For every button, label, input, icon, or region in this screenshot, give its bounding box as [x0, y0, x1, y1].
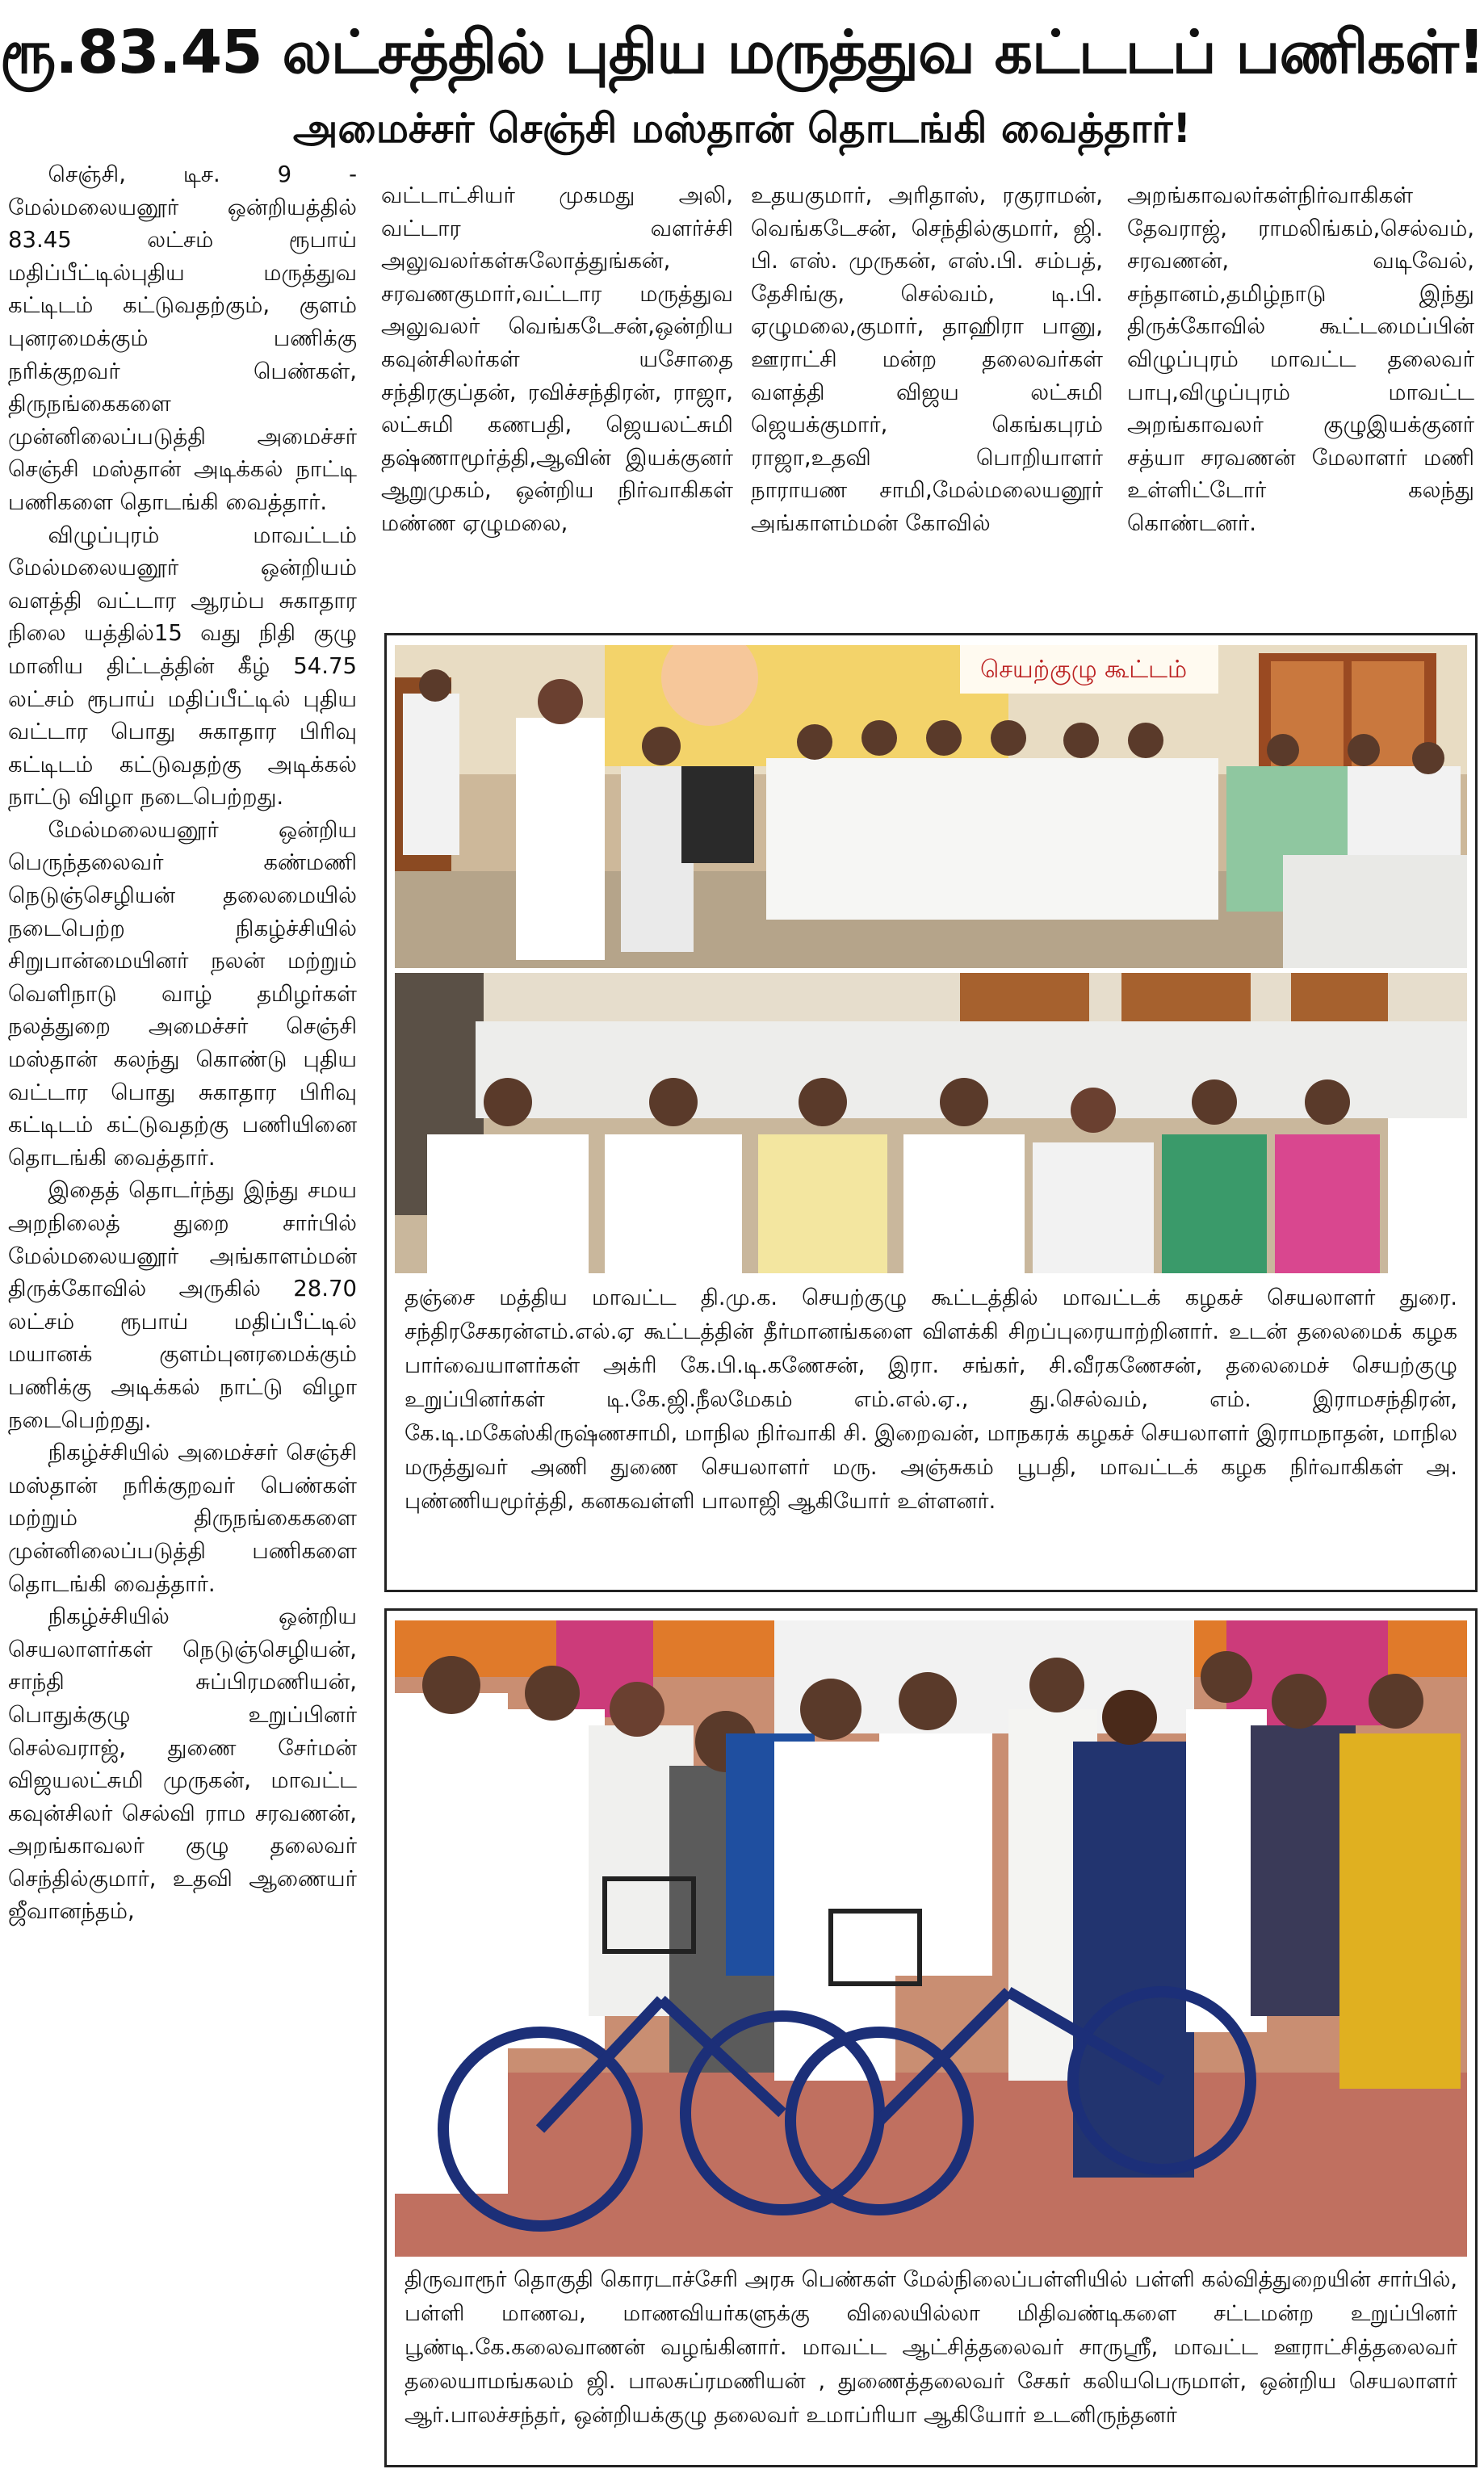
article-paragraph: மேல்மலையனூர் ஒன்றிய பெருந்தலைவர் கண்மணி நெடுஞ்செழியன் தலைமையில் நடைபெற்ற நிகழ்ச்சியில் சிறுபான்மையினர் நலன் மற்றும் வெளிநாடு வாழ் தமிழர்கள் நலத்துறை அமைச்சர் செஞ்சி மஸ்தான் கலந்து கொண்டு புதிய வட்டார பொது சுகாதார பிரிவு கட்டிடம் கட்டுவதற்கு பணியினை தொடங்கி வைத்தார்.: [8, 816, 357, 1171]
photo-box-meeting: [384, 633, 1478, 1592]
meeting-stage-photo: [395, 645, 1467, 968]
article-paragraph: நிகழ்ச்சியில் ஒன்றிய செயலாளர்கள் நெடுஞ்செழியன், சாந்தி சுப்பிரமணியன், பொதுக்குழு உறுப்பினர் செல்வராஜ், துணை சேர்மன் விஜயலட்சுமி முருகன், மாவட்ட கவுன்சிலர் செல்வி ராம சரவணன், அறங்காவலர் குழு தலைவர் செந்தில்குமார், உதவி ஆணையர் ஜீவானந்தம்,: [8, 1603, 357, 1925]
article-paragraph: இதைத் தொடர்ந்து இந்து சமய அறநிலைத் துறை சார்பில் மேல்மலையனூர் அங்காளம்மன் திருக்கோவில் அருகில் 28.70 லட்சம் ரூபாய் மதிப்பீட்டில் மயானக் குளம்புனரமைக்கும் பணிக்கு அடிக்கல் நாட்டு விழா நடைபெற்றது.: [8, 1177, 357, 1433]
article-column-3: உதயகுமார், அரிதாஸ், ரகுராமன், வெங்கடேசன், செந்தில்குமார், ஜி. பி. எஸ். முருகன், எஸ்.பி. சம்பத், தேசிங்கு, செல்வம், டி.பி. ஏழுமலை,குமார், தாஹிரா பானு, ஊராட்சி மன்ற தலைவர்கள் வளத்தி விஜய லட்சுமி ஜெயக்குமார், கெங்கபுரம் ராஜா,உதவி பொறியாளர் நாராயண சாமி,மேல்மலையனூர் அங்காளம்மன் கோவில்: [751, 182, 1103, 536]
photo-box-bicycles: [384, 1608, 1478, 2467]
article-paragraph: விழுப்புரம் மாவட்டம் மேல்மலையனூர் ஒன்றியம் வளத்தி வட்டார ஆரம்ப சுகாதார நிலை யத்தில்15 வது நிதி குழு மானிய திட்டத்தின் கீழ் 54.75 லட்சம் ரூபாய் மதிப்பீட்டில் புதிய வட்டார பொது சுகாதார பிரிவு கட்டிடம் கட்டுவதற்கு அடிக்கல் நாட்டு விழா நடைபெற்றது.: [8, 522, 357, 811]
article-column-4: அறங்காவலர்கள்நிர்வாகிகள் தேவராஜ், ராமலிங்கம்,செல்வம், சரவணன், வடிவேல், சந்தானம்,தமிழ்நாடு இந்து திருக்கோவில் கூட்டமைப்பின் விழுப்புரம் மாவட்ட தலைவர் பாபு,விழுப்புரம் மாவட்ட அறங்காவலர் குழுஇயக்குனர் சத்யா சரவணன் மேலாளர் மணி உள்ளிட்டோர் கலந்து கொண்டனர்.: [1127, 182, 1474, 536]
article-paragraph: செஞ்சி, டிச. 9 - மேல்மலையனூர் ஒன்றியத்தில் 83.45 லட்சம் ரூபாய் மதிப்பீட்டில்புதிய மருத்துவ கட்டிடம் கட்டுவதற்கும், குளம் புனரமைக்கும் பணிக்கு நரிக்குறவர் பெண்கள், திருநங்கைகளை முன்னிலைப்படுத்தி அமைச்சர் செஞ்சி மஸ்தான் அடிக்கல் நாட்டி பணிகளை தொடங்கி வைத்தார்.: [8, 161, 357, 515]
subheadline: அமைச்சர் செஞ்சி மஸ்தான் தொடங்கி வைத்தார்!: [292, 105, 1192, 152]
stage-banner-text: செயற்குழு கூட்டம்: [980, 656, 1188, 684]
article-column-1: [8, 158, 357, 2469]
article-column-2: வட்டாட்சியர் முகமது அலி, வட்டார வளர்ச்சி அலுவலர்கள்சுலோத்துங்கன், சரவணகுமார்,வட்டார மருத்துவ அலுவலர் வெங்கடேசன்,ஒன்றிய கவுன்சிலர்கள் யசோதை சந்திரகுப்தன், ரவிச்சந்திரன், ராஜா, லட்சுமி கணபதி, ஜெயலட்சுமி தஷ்ணாமூர்த்தி,ஆவின் இயக்குனர் ஆறுமுகம், ஒன்றிய நிர்வாகிகள் மண்ண ஏழுமலை,: [381, 182, 733, 536]
photo-caption-meeting: தஞ்சை மத்திய மாவட்ட தி.மு.க. செயற்குழு கூட்டத்தில் மாவட்டக் கழகச் செயலாளர் துரை. சந்திரசேகரன்எம்.எல்.ஏ கூட்டத்தின் தீர்மானங்களை விளக்கி சிறப்புரையாற்றினார். உடன் தலைமைக் கழக பார்வையாளர்கள் அக்ரி கே.பி.டி.கணேசன், இரா. சங்கர், சி.வீரகணேசன், தலைமைச் செயற்குழு உறுப்பினர்கள் டி.கே.ஜி.நீலமேகம் எம்.எல்.ஏ., து.செல்வம், எம். இராமசந்திரன், கே.டி.மகேஸ்கிருஷ்ணசாமி, மாநில நிர்வாகி சி. இறைவன், மாநகரக் கழகச் செயலாளர் இராமநாதன், மாநில மருத்துவர் அணி துணை செயலாளர் மரு. அஞ்சுகம் பூபதி, மாவட்டக் கழக நிர்வாகிகள் அ. புண்ணியமூர்த்தி, கனகவள்ளி பாலாஜி ஆகியோர் உள்ளனர்.: [405, 1285, 1457, 1514]
meeting-audience-photo: [395, 973, 1467, 1273]
headline: ரூ.83.45 லட்சத்தில் புதிய மருத்துவ கட்டடப் பணிகள்!: [0, 18, 1484, 87]
bicycle-distribution-photo: [395, 1620, 1467, 2257]
article-paragraph: நிகழ்ச்சியில் அமைச்சர் செஞ்சி மஸ்தான் நரிக்குறவர் பெண்கள் மற்றும் திருநங்கைகளை முன்னிலைப்படுத்தி பணிகளை தொடங்கி வைத்தார்.: [8, 1440, 357, 1597]
photo-caption-bicycles: திருவாரூர் தொகுதி கொரடாச்சேரி அரசு பெண்கள் மேல்நிலைப்பள்ளியில் பள்ளி கல்வித்துறையின் சார்பில், பள்ளி மாணவ, மாணவியர்களுக்கு விலையில்லா மிதிவண்டிகளை சட்டமன்ற உறுப்பினர் பூண்டி.கே.கலைவாணன் வழங்கினார். மாவட்ட ஆட்சித்தலைவர் சாருஸ்ரீ, மாவட்ட ஊராட்சித்தலைவர் தலையாமங்கலம் ஜி. பாலசுப்ரமணியன் , துணைத்தலைவர் சேகர் கலியபெருமாள், ஒன்றிய செயலாளர் ஆர்.பாலச்சந்தர், ஒன்றியக்குழு தலைவர் உமாப்ரியா ஆகியோர் உடனிருந்தனர்: [405, 2267, 1457, 2428]
